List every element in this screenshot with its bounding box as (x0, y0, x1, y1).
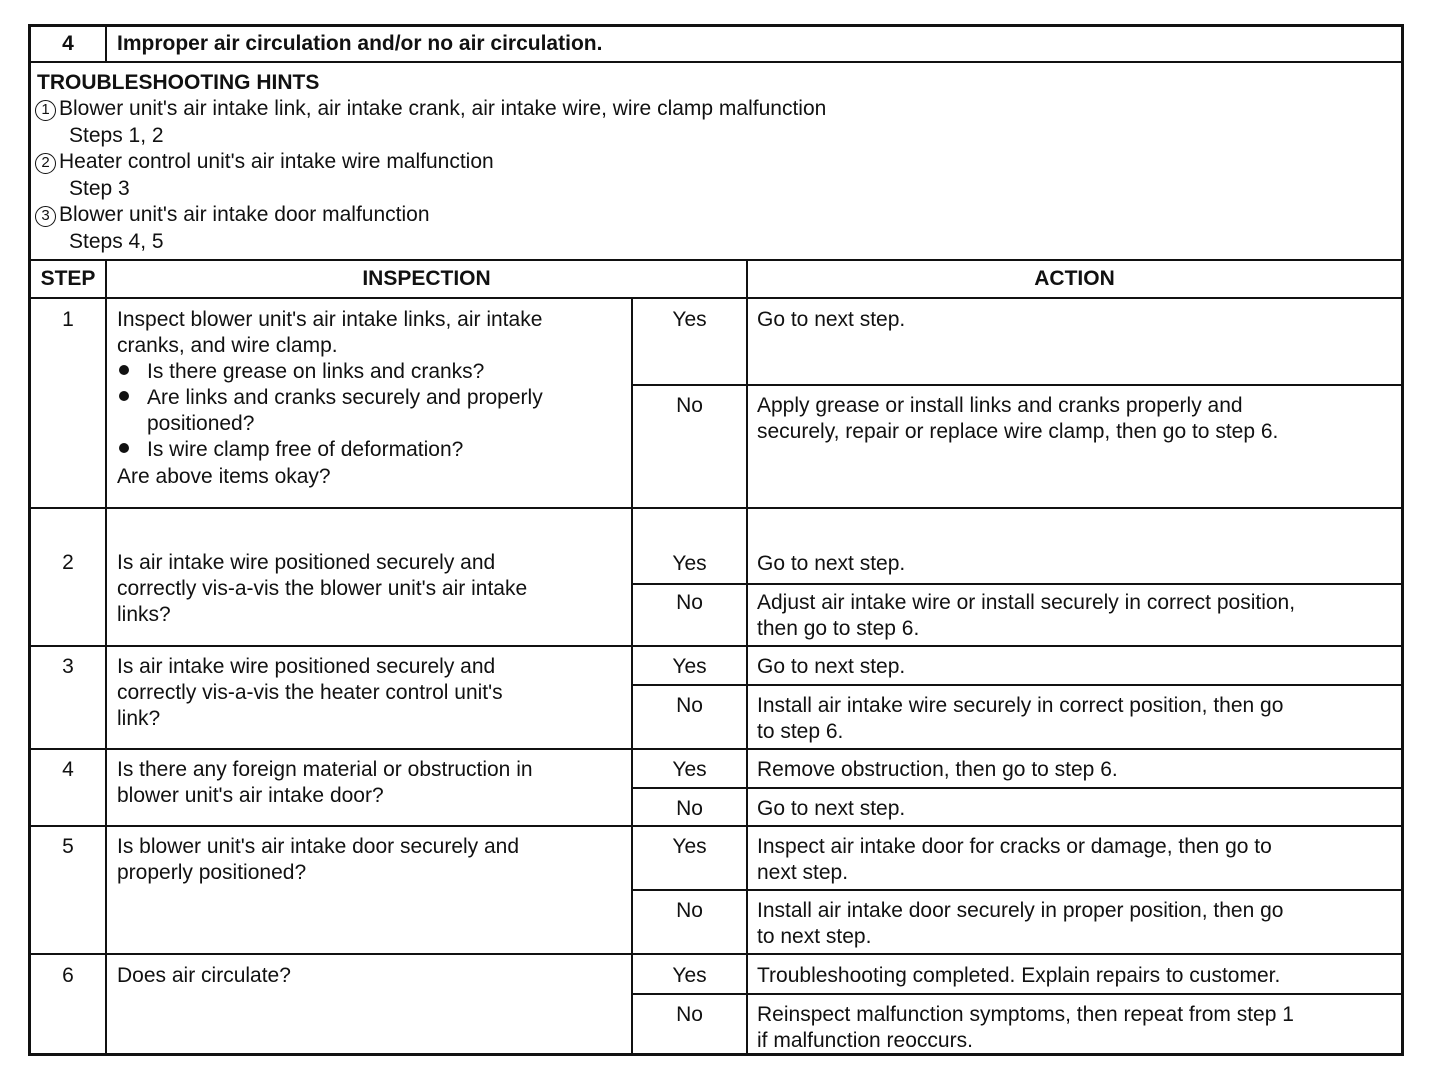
no-action-4-line-1: Go to next step. (757, 797, 906, 820)
title-number: 4 (62, 32, 74, 55)
no-label-6: No (676, 1003, 703, 1026)
no-label-2: No (676, 591, 703, 614)
no-action-3-line-1: Install air intake wire securely in correct position, then go (757, 694, 1284, 717)
inspection-2-line-1: Is air intake wire positioned securely and (117, 551, 496, 574)
no-action-1-line-2: securely, repair or replace wire clamp, then go to step 6. (757, 420, 1279, 443)
rule-header-bottom (31, 297, 1401, 299)
circled-number-3: 3 (35, 206, 56, 227)
no-label-3: No (676, 694, 703, 717)
rule-action-col (746, 259, 748, 1053)
inspection-1-line-2: cranks, and wire clamp. (117, 334, 338, 357)
inspection-2-line-3: links? (117, 603, 171, 626)
rule-step-col (105, 259, 107, 1053)
no-action-2-line-1: Adjust air intake wire or install securely in correct position, (757, 591, 1296, 614)
inspection-3-line-3: link? (117, 707, 161, 730)
yes-action-2-line-1: Go to next step. (757, 552, 906, 575)
bullet-dot (119, 391, 129, 401)
bullet-dot (119, 443, 129, 453)
yes-action-3-line-1: Go to next step. (757, 655, 906, 678)
inspection-5-line-2: properly positioned? (117, 861, 307, 884)
hint-steps-1: Steps 1, 2 (69, 124, 164, 147)
header-action: ACTION (1034, 267, 1115, 290)
troubleshooting-table (28, 24, 1404, 1056)
hint-text-2: Heater control unit's air intake wire malfunction (59, 150, 494, 173)
yes-label-6: Yes (672, 964, 707, 987)
yes-label-5: Yes (672, 835, 707, 858)
inspection-1-line-1: Inspect blower unit's air intake links, air intake (117, 308, 543, 331)
no-label-4: No (676, 797, 703, 820)
circled-number-2: 2 (35, 153, 56, 174)
hint-item-3 (35, 202, 430, 229)
yes-label-2: Yes (672, 552, 707, 575)
bullet-text: Are links and cranks securely and properly (147, 386, 543, 409)
inspection-4-line-1: Is there any foreign material or obstruction in (117, 758, 533, 781)
inspection-3-line-2: correctly vis-a-vis the heater control unit's (117, 681, 503, 704)
rule-step1-bottom (31, 507, 1401, 509)
rule-step3-bottom (31, 748, 1401, 750)
title-text: Improper air circulation and/or no air circulation. (117, 32, 603, 55)
rule-hints-bottom (31, 259, 1401, 261)
step-number-1: 1 (62, 308, 74, 331)
yes-label-4: Yes (672, 758, 707, 781)
inspection-5-line-1: Is blower unit's air intake door securely and (117, 835, 520, 858)
yes-action-6-line-1: Troubleshooting completed. Explain repairs to customer. (757, 964, 1281, 987)
hint-item-1 (35, 96, 826, 123)
no-label-1: No (676, 394, 703, 417)
rule-title-divider (105, 27, 107, 61)
bullet-dot (119, 365, 129, 375)
step-number-3: 3 (62, 655, 74, 678)
bullet-text: Is wire clamp free of deformation? (147, 438, 464, 461)
bullet-text: Is there grease on links and cranks? (147, 360, 485, 383)
hint-text-1: Blower unit's air intake link, air intake crank, air intake wire, wire clamp malfunction (59, 97, 827, 120)
hint-steps-2: Step 3 (69, 177, 130, 200)
inspection-1-bullet-2 (117, 385, 543, 412)
yes-action-4-line-1: Remove obstruction, then go to step 6. (757, 758, 1118, 781)
no-action-5-line-1: Install air intake door securely in proper position, then go (757, 899, 1284, 922)
hint-text-3: Blower unit's air intake door malfunction (59, 203, 430, 226)
yes-action-5-line-1: Inspect air intake door for cracks or damage, then go to (757, 835, 1272, 858)
header-step: STEP (40, 267, 96, 290)
no-action-6-line-2: if malfunction reoccurs. (757, 1029, 973, 1052)
step-number-6: 6 (62, 964, 74, 987)
rule-title-bottom (31, 61, 1401, 63)
no-action-2-line-2: then go to step 6. (757, 617, 920, 640)
step-number-2: 2 (62, 551, 74, 574)
yes-label-3: Yes (672, 655, 707, 678)
inspection-1-bullet-2-cont: positioned? (147, 412, 255, 435)
hint-item-2 (35, 149, 494, 176)
inspection-1-tail: Are above items okay? (117, 465, 331, 488)
yes-label-1: Yes (672, 308, 707, 331)
inspection-6-line-1: Does air circulate? (117, 964, 291, 987)
hint-steps-3: Steps 4, 5 (69, 230, 164, 253)
no-label-5: No (676, 899, 703, 922)
inspection-3-line-1: Is air intake wire positioned securely and (117, 655, 496, 678)
rule-step4-bottom (31, 825, 1401, 827)
circled-number-1: 1 (35, 100, 56, 121)
no-action-3-line-2: to step 6. (757, 720, 844, 743)
inspection-1-bullet-3 (117, 437, 463, 464)
rule-step5-bottom (31, 953, 1401, 955)
inspection-4-line-2: blower unit's air intake door? (117, 784, 384, 807)
yes-action-5-line-2: next step. (757, 861, 849, 884)
no-action-1-line-1: Apply grease or install links and cranks properly and (757, 394, 1243, 417)
step-number-5: 5 (62, 835, 74, 858)
step-number-4: 4 (62, 758, 74, 781)
no-action-6-line-1: Reinspect malfunction symptoms, then repeat from step 1 (757, 1003, 1294, 1026)
hints-heading: TROUBLESHOOTING HINTS (37, 71, 320, 94)
inspection-1-bullet-1 (117, 359, 484, 386)
header-inspection: INSPECTION (362, 267, 491, 290)
rule-step2-bottom (31, 645, 1401, 647)
yes-action-1-line-1: Go to next step. (757, 308, 906, 331)
no-action-5-line-2: to next step. (757, 925, 872, 948)
inspection-2-line-2: correctly vis-a-vis the blower unit's air intake (117, 577, 528, 600)
